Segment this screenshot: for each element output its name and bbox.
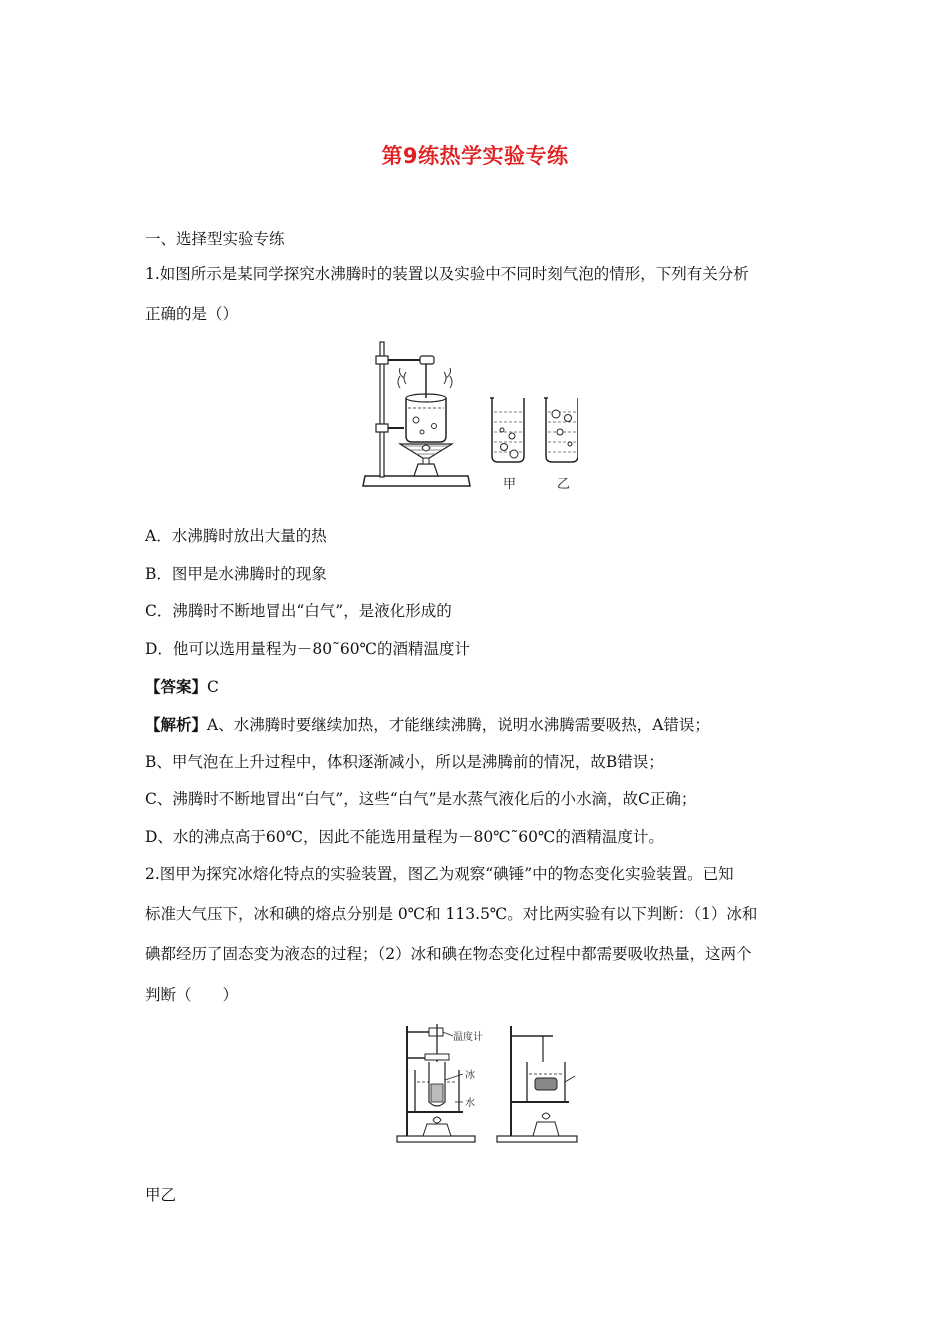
section-heading: 一、选择型实验专练 (145, 230, 285, 248)
answer-value: C (207, 678, 219, 696)
q1-analysis-line-4: D、水的沸点高于60℃，因此不能选用量程为－80℃˜60℃的酒精温度计。 (145, 828, 664, 846)
q1-analysis-line-1 (145, 715, 710, 735)
q2-stem-line-4: 判断（ ） (145, 986, 239, 1004)
bubble-beakers-figure (488, 392, 578, 497)
q2-stem-line-2: 标准大气压下，冰和碘的熔点分别是 0℃和 113.5℃。对比两实验有以下判断：（1）冰和 (145, 905, 758, 923)
label-thermometer: 温度计 (453, 1032, 483, 1043)
analysis-text-1: A、水沸腾时要继续加热，才能继续沸腾，说明水沸腾需要吸热，A错误； (207, 716, 710, 734)
q2-figure-caption: 甲乙 (145, 1186, 177, 1204)
analysis-tag: 【解析】 (145, 715, 208, 734)
page-title: 第9练热学实验专练 (381, 144, 569, 168)
q1-stem-line-1: 1.如图所示是某同学探究水沸腾时的装置以及实验中不同时刻气泡的情形，下列有关分析 (145, 265, 749, 283)
q1-analysis-line-2: B、甲气泡在上升过程中，体积逐渐减小，所以是沸腾前的情况，故B错误； (145, 753, 664, 771)
q1-option-a: A．水沸腾时放出大量的热 (145, 527, 327, 545)
figure-label-jia: 甲 (503, 477, 517, 492)
q1-stem-line-2: 正确的是（） (145, 305, 239, 323)
label-water: 水 (465, 1098, 475, 1109)
q1-option-d: D．他可以选用量程为－80˜60℃的酒精温度计 (145, 640, 470, 658)
label-ice: 冰 (465, 1070, 475, 1081)
q1-answer (145, 677, 219, 697)
boiling-apparatus-figure (360, 336, 475, 494)
melting-experiment-figure (393, 1022, 583, 1148)
q1-analysis-line-3: C、沸腾时不断地冒出“白气”，这些“白气”是水蒸气液化后的小水滴，故C正确； (145, 790, 697, 808)
answer-tag: 【答案】 (145, 677, 208, 696)
q1-option-b: B．图甲是水沸腾时的现象 (145, 565, 327, 583)
q2-stem-line-3: 碘都经历了固态变为液态的过程；（2）冰和碘在物态变化过程中都需要吸收热量，这两个 (145, 945, 752, 963)
q1-option-c: C．沸腾时不断地冒出“白气”，是液化形成的 (145, 602, 452, 620)
figure-label-yi: 乙 (557, 477, 571, 492)
q2-stem-line-1: 2.图甲为探究冰熔化特点的实验装置，图乙为观察“碘锤”中的物态变化实验装置。已知 (145, 865, 734, 883)
